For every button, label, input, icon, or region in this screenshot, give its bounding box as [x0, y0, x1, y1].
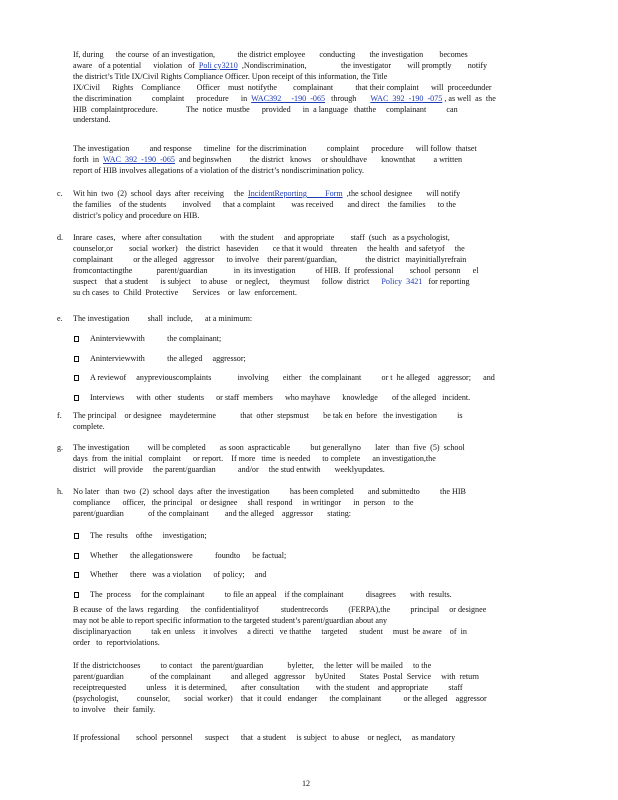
text-run: Inrare cases, where after consultation with the student and appropriate staff (such as a psychologist,: [73, 233, 450, 242]
text-run: fromcontactingthe parent/guardian in its investigation of HIB. If professional school personn el: [73, 265, 479, 275]
text-run: su ch cases to Child Protective Services or law enforcement.: [73, 287, 297, 297]
item-h-line: parent/guardian of the complainant and the alleged aggressor stating:: [73, 508, 352, 518]
text-run: for reporting: [422, 276, 470, 286]
item-f-line: complete.: [73, 421, 105, 431]
text-run: ,the school designee will notify: [342, 189, 461, 198]
item-h-bullet-text: The process for the complainant to file an appeal if the complainant disagrees with results.: [90, 589, 452, 599]
para-violation-line: [73, 50, 573, 61]
item-d-line: [73, 255, 573, 266]
box-icon: [74, 592, 79, 598]
item-e-label: e.: [57, 314, 63, 323]
para-violation-line: [73, 94, 573, 105]
item-e-bullet-text: Aninterviewwith the complainant;: [90, 334, 222, 343]
policy-reference[interactable]: Policy 3421: [381, 276, 423, 286]
item-e-intro: [73, 314, 573, 325]
item-e-intro-text: The investigation shall include, at a minimum:: [73, 314, 253, 323]
text-run: ,Nondiscrimination, the investigator will promptly notify: [237, 60, 488, 70]
para-timeline-line: [73, 166, 573, 177]
item-h-ferpa-paragraph: [73, 605, 573, 649]
item-e-bullet-text: Interviews with other students or staff members who mayhave knowledge of the alleged incident.: [90, 392, 471, 402]
item-f-line: The principal or designee maydetermine that other stepsmust be tak en before the investigation is: [73, 411, 463, 420]
item-h-mandatory-line: If professional school personnel suspect that a student is subject to abuse or neglect, as mandatory: [73, 733, 456, 742]
item-e-bullet-text: Aninterviewwith the alleged aggressor;: [90, 353, 246, 363]
para-violation-line: [73, 83, 573, 94]
text-run: Wit hin two (2) school days after receiving the: [73, 189, 248, 198]
item-h-ferpa-line: B ecause of the laws regarding the confidentialityof studentrecords (FERPA),the principal or designee: [73, 605, 487, 614]
item-d-line: [73, 277, 573, 288]
item-f-text: [73, 411, 573, 433]
item-c-line: [73, 189, 573, 200]
item-h-letter-line: to involve their family.: [73, 704, 156, 714]
item-h-text: [73, 487, 573, 520]
item-c-line: [73, 211, 573, 222]
item-h-ferpa-line: order to reportviolations.: [73, 637, 160, 647]
item-h-letter-line: receiptrequested unless it is determined, after consultation with the student and appropriate staff: [73, 682, 463, 692]
item-d-line: [73, 288, 573, 299]
policy-link[interactable]: WAC392 -190 -065: [251, 93, 326, 103]
text-run: suspect that a student is subject to abuse or neglect, theymust follow district: [73, 276, 382, 286]
text-run: complainant or the alleged aggressor to involve their parent/guardian, the district mayinitiallyrefrain: [73, 254, 467, 264]
text-run: the families of the students involved that a complaint was received and direct the families to the: [73, 199, 457, 209]
text-run: If, during the course of an investigation, the district employee conducting the investigation becomes: [73, 50, 468, 59]
item-d-label: d.: [57, 233, 64, 242]
box-icon: [74, 533, 79, 539]
page-number: 12: [302, 779, 311, 788]
text-run: the district’s Title IX/Civil Rights Compliance Officer. Upon receipt of this information, the Title: [73, 71, 388, 81]
item-h-letter-line: If the districtchooses to contact the parent/guardian byletter, the letter will be mailed to the: [73, 661, 432, 670]
text-run: district’s policy and procedure on HIB.: [73, 210, 200, 220]
item-g-line: The investigation will be completed as soon aspracticable but generallyno later than five (5) school: [73, 443, 465, 452]
box-icon: [74, 356, 79, 362]
item-e-bullet-text: A reviewof anypreviouscomplaints involving either the complainant or t he alleged aggressor; and: [90, 373, 495, 382]
item-g-line: days from the initial complaint or report. If more time is needed to complete an investigation,the: [73, 453, 436, 463]
policy-link[interactable]: WAC 392 -190 -075: [370, 93, 443, 103]
text-run: HIB complaintprocedure. The notice mustbe provided in a language thatthe complainant can: [73, 104, 458, 114]
paragraph-investigation-timeline: [73, 144, 573, 177]
policy-link[interactable]: Poli cy3210: [198, 60, 238, 70]
item-h-line: No later than two (2) school days after the investigation has been completed and submittedto the HIB: [73, 487, 466, 496]
item-f-label: f.: [57, 411, 62, 420]
box-icon: [74, 336, 79, 342]
text-run: , as well as the: [442, 93, 496, 103]
item-d-line: [73, 233, 573, 244]
box-icon: [74, 375, 79, 381]
para-timeline-line: [73, 155, 573, 166]
para-violation-line: [73, 115, 573, 126]
item-h-letter-line: parent/guardian of the complainant and alleged aggressor byUnited States Postal Service with return: [73, 671, 479, 681]
para-violation-line: [73, 105, 573, 116]
item-h-letter-line: (psychologist, counselor, social worker) that it could endanger the complainant or the alleged aggressor: [73, 693, 487, 703]
text-run: understand.: [73, 115, 111, 125]
policy-link[interactable]: IncidentReporting Form: [248, 189, 343, 198]
text-run: report of HIB involves allegations of a violation of the district’s nondiscrimination policy.: [73, 165, 365, 175]
para-timeline-line: [73, 144, 573, 155]
text-run: counselor,or social worker) the district haseviden ce that it would threaten the health and safetyof the: [73, 243, 465, 253]
item-c-text: [73, 189, 573, 222]
item-d-text: [73, 233, 573, 298]
item-g-label: g.: [57, 443, 64, 452]
text-run: The investigation and response timeline for the discrimination complaint procedure will follow thatset: [73, 144, 477, 153]
paragraph-investigation-violation: [73, 50, 573, 126]
text-run: through: [325, 93, 371, 103]
text-run: the discrimination complaint procedure in: [73, 93, 252, 103]
item-g-line: district will provide the parent/guardian and/or the stud entwith weeklyupdates.: [73, 464, 385, 474]
item-g-text: [73, 443, 573, 476]
box-icon: [74, 395, 79, 401]
text-run: forth in: [73, 154, 103, 164]
para-violation-line: [73, 61, 573, 72]
para-violation-line: [73, 72, 573, 83]
item-h-ferpa-line: disciplinaryaction tak en unless it involves a directi ve thatthe targeted student must be aware of in: [73, 626, 467, 636]
item-h-mandatory-paragraph: [73, 733, 573, 744]
item-c-label: c.: [57, 189, 63, 198]
text-run: IX/Civil Rights Compliance Officer must notifythe complainant that their complaint will proceedunder: [73, 82, 492, 92]
item-d-line: [73, 266, 573, 277]
text-run: aware of a potential violation of: [73, 60, 199, 70]
policy-link[interactable]: WAC 392 -190 -065: [102, 154, 175, 164]
box-icon: [74, 553, 79, 559]
item-h-bullet-text: Whether the allegationswere foundto be factual;: [90, 550, 287, 560]
item-h-letter-paragraph: [73, 661, 573, 716]
item-h-label: h.: [57, 487, 64, 496]
item-c-line: [73, 200, 573, 211]
item-d-line: [73, 244, 573, 255]
item-h-bullet-text: Whether there was a violation of policy; and: [90, 570, 267, 579]
item-h-bullet-text: The results ofthe investigation;: [90, 531, 207, 540]
item-h-ferpa-line: may not be able to report specific information to the targeted student’s parent/guardian about any: [73, 615, 388, 625]
item-h-line: compliance officer, the principal or designee shall respond in writingor in person to the: [73, 497, 414, 507]
box-icon: [74, 572, 79, 578]
text-run: and beginswhen the district knows or shouldhave knownthat a written: [174, 154, 462, 164]
